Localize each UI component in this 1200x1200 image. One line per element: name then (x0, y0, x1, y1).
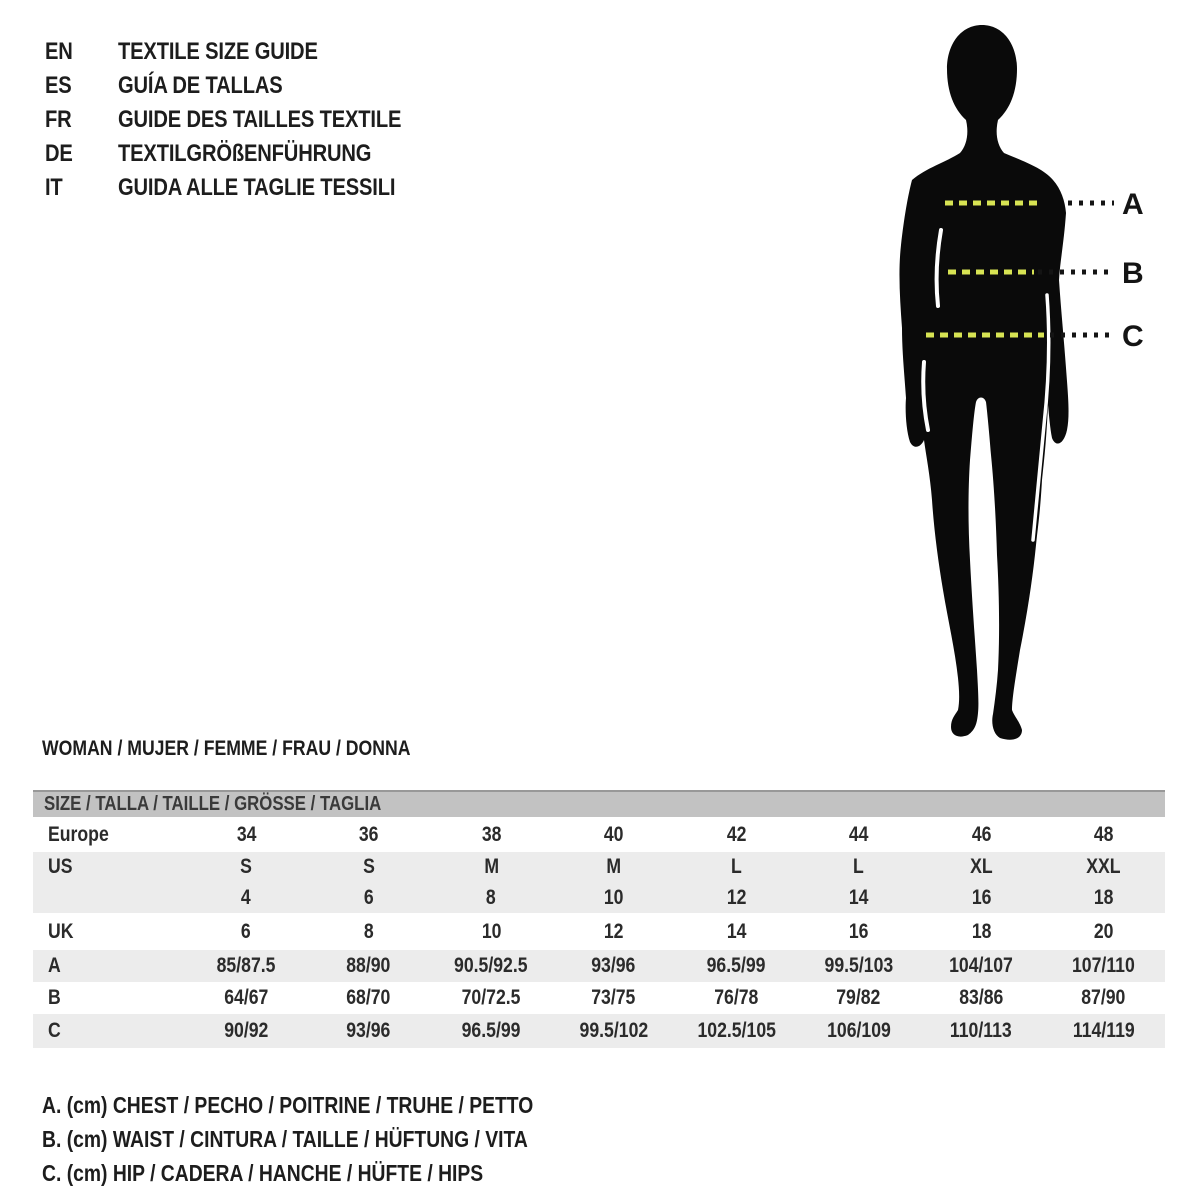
table-cell (185, 986, 308, 1010)
table-cell (798, 823, 921, 847)
table-cell-text: 16 (848, 919, 869, 943)
table-cell (1043, 986, 1166, 1010)
table-cell-text: L (853, 855, 865, 878)
language-row (45, 103, 455, 137)
row-label (33, 823, 185, 847)
table-cell-text: 85/87.5 (216, 954, 276, 977)
table-cell-text: 14 (726, 919, 747, 943)
table-cell (308, 920, 431, 944)
table-cell (1043, 920, 1166, 944)
language-code: FR (45, 106, 72, 133)
table-cell (798, 855, 921, 879)
table-row (33, 950, 1165, 982)
table-cell-text: 114/119 (1072, 1019, 1135, 1042)
table-cell (675, 855, 798, 879)
table-cell-text: 106/109 (826, 1019, 891, 1042)
table-cell (185, 855, 308, 879)
table-cell (430, 920, 553, 944)
table-cell (308, 986, 431, 1010)
language-title: TEXTILGRÖßENFÜHRUNG (118, 140, 372, 167)
table-cell (920, 954, 1043, 978)
table-cell-text: 38 (481, 822, 502, 846)
row-label-text: UK (48, 919, 74, 943)
table-cell (798, 954, 921, 978)
table-cell (185, 823, 308, 847)
table-cell (553, 1019, 676, 1043)
marker-label-a: A (1122, 188, 1144, 221)
table-cell-text: 70/72.5 (461, 986, 521, 1009)
table-row (33, 852, 1165, 882)
table-cell-text: 36 (358, 822, 379, 846)
legend-text: A. (cm) CHEST / PECHO / POITRINE / TRUHE / PETTO (42, 1091, 534, 1118)
table-cell-text: 6 (363, 885, 374, 909)
language-title: GUIDA ALLE TAGLIE TESSILI (118, 174, 396, 201)
table-cell (430, 823, 553, 847)
table-cell (675, 823, 798, 847)
table-cell-text: S (362, 855, 375, 878)
table-cell (1043, 886, 1166, 910)
row-label (33, 855, 185, 879)
table-cell-text: 104/107 (949, 954, 1014, 977)
section-title-text: WOMAN / MUJER / FEMME / FRAU / DONNA (42, 737, 411, 760)
table-cell-text: 87/90 (1081, 986, 1126, 1009)
measurement-figure (848, 10, 1168, 750)
woman-silhouette-svg (848, 10, 1168, 750)
table-cell-text: 8 (363, 919, 374, 943)
marker-label-c: C (1122, 320, 1144, 353)
table-cell-text: 88/90 (346, 954, 391, 977)
table-cell-text: 96.5/99 (706, 954, 766, 977)
table-cell-text: XL (969, 855, 993, 878)
table-cell-text: 42 (726, 822, 747, 846)
table-cell (308, 823, 431, 847)
table-cell-text: 73/75 (591, 986, 636, 1009)
row-label (33, 986, 185, 1010)
language-code: DE (45, 140, 73, 167)
measurement-legend (42, 1088, 627, 1190)
table-cell (185, 1019, 308, 1043)
table-cell-text: 10 (481, 919, 502, 943)
language-title: GUIDE DES TAILLES TEXTILE (118, 106, 402, 133)
table-cell (308, 1019, 431, 1043)
table-cell (308, 855, 431, 879)
table-cell-text: 93/96 (591, 954, 636, 977)
table-cell (430, 855, 553, 879)
table-cell (798, 920, 921, 944)
size-table-header (33, 790, 1165, 817)
table-cell (185, 886, 308, 910)
table-cell (553, 986, 676, 1010)
row-label-text: B (48, 986, 61, 1009)
table-cell-text: S (240, 855, 253, 878)
table-cell (1043, 954, 1166, 978)
language-row (45, 137, 455, 171)
row-label-text: US (48, 855, 73, 878)
language-row (45, 35, 455, 69)
table-cell-text: 64/67 (224, 986, 269, 1009)
size-table-header-text: SIZE / TALLA / TAILLE / GRÖSSE / TAGLIA (44, 793, 382, 815)
row-label (33, 954, 185, 978)
table-cell (675, 1019, 798, 1043)
table-cell (308, 886, 431, 910)
table-cell-text: 99.5/102 (579, 1019, 649, 1042)
table-cell (920, 1019, 1043, 1043)
table-cell-text: 16 (971, 885, 992, 909)
table-cell-text: M (606, 855, 622, 878)
language-title-list (45, 35, 455, 205)
table-cell (675, 920, 798, 944)
table-cell-text: 79/82 (836, 986, 881, 1009)
row-label-text: C (48, 1019, 61, 1042)
row-label (33, 1019, 185, 1043)
table-cell (798, 986, 921, 1010)
table-cell-text: 83/86 (959, 986, 1004, 1009)
table-cell (430, 886, 553, 910)
table-cell (1043, 1019, 1166, 1043)
table-cell (308, 954, 431, 978)
table-cell-text: 12 (603, 919, 624, 943)
table-cell (920, 986, 1043, 1010)
table-cell (675, 886, 798, 910)
row-label-text: A (48, 954, 61, 977)
row-label (33, 886, 185, 910)
row-label (33, 920, 185, 944)
size-table-body (33, 817, 1165, 1048)
table-cell (920, 823, 1043, 847)
table-cell-text: 20 (1093, 919, 1114, 943)
table-row (33, 817, 1165, 852)
legend-text: C. (cm) HIP / CADERA / HANCHE / HÜFTE / HIPS (42, 1159, 484, 1186)
table-row (33, 982, 1165, 1014)
table-cell-text: XXL (1086, 855, 1121, 878)
table-cell (798, 886, 921, 910)
table-cell-text: 68/70 (346, 986, 391, 1009)
language-code: EN (45, 38, 73, 65)
table-row (33, 1014, 1165, 1048)
table-cell-text: M (483, 855, 499, 878)
table-cell (920, 886, 1043, 910)
table-cell (430, 954, 553, 978)
table-cell-text: 48 (1093, 822, 1114, 846)
table-cell (553, 920, 676, 944)
section-title (42, 737, 481, 761)
table-cell-text: 99.5/103 (824, 954, 894, 977)
table-cell (553, 855, 676, 879)
table-cell-text: 34 (236, 822, 257, 846)
size-table (33, 790, 1165, 1048)
table-cell-text: 40 (603, 822, 624, 846)
table-cell (553, 954, 676, 978)
table-cell-text: 18 (1093, 885, 1114, 909)
table-cell (185, 920, 308, 944)
table-cell-text: 102.5/105 (697, 1019, 776, 1042)
table-cell-text: 90.5/92.5 (454, 954, 529, 977)
table-cell-text: 18 (971, 919, 992, 943)
table-cell (1043, 823, 1166, 847)
table-cell (920, 920, 1043, 944)
table-cell (1043, 855, 1166, 879)
table-cell-text: 90/92 (224, 1019, 269, 1042)
legend-line-hip (42, 1156, 627, 1190)
table-cell-text: 6 (241, 919, 252, 943)
marker-label-b: B (1122, 257, 1144, 290)
language-code: ES (45, 72, 72, 99)
table-cell-text: 12 (726, 885, 747, 909)
table-cell-text: 96.5/99 (461, 1019, 521, 1042)
table-cell-text: 93/96 (346, 1019, 391, 1042)
table-cell (185, 954, 308, 978)
table-cell-text: 4 (241, 885, 252, 909)
language-title: GUÍA DE TALLAS (118, 72, 283, 99)
language-row (45, 171, 455, 205)
table-cell-text: 107/110 (1072, 954, 1136, 977)
table-cell (430, 1019, 553, 1043)
table-cell (430, 986, 553, 1010)
table-cell-text: 10 (603, 885, 624, 909)
table-cell-text: 8 (486, 885, 497, 909)
legend-line-waist (42, 1122, 627, 1156)
table-cell-text: 46 (971, 822, 992, 846)
row-label-text: Europe (48, 822, 109, 846)
table-cell (675, 954, 798, 978)
table-cell-text: 110/113 (950, 1019, 1013, 1042)
table-cell-text: 14 (848, 885, 869, 909)
table-cell (553, 823, 676, 847)
language-code: IT (45, 174, 63, 201)
language-row (45, 69, 455, 103)
table-cell-text: 44 (848, 822, 869, 846)
table-cell-text: L (730, 855, 742, 878)
table-cell (553, 886, 676, 910)
table-cell (920, 855, 1043, 879)
legend-line-chest (42, 1088, 627, 1122)
legend-text: B. (cm) WAIST / CINTURA / TAILLE / HÜFTUNG / VITA (42, 1125, 528, 1152)
table-row (33, 882, 1165, 913)
language-title: TEXTILE SIZE GUIDE (118, 38, 318, 65)
table-row (33, 913, 1165, 950)
table-cell (675, 986, 798, 1010)
table-cell (798, 1019, 921, 1043)
table-cell-text: 76/78 (714, 986, 759, 1009)
